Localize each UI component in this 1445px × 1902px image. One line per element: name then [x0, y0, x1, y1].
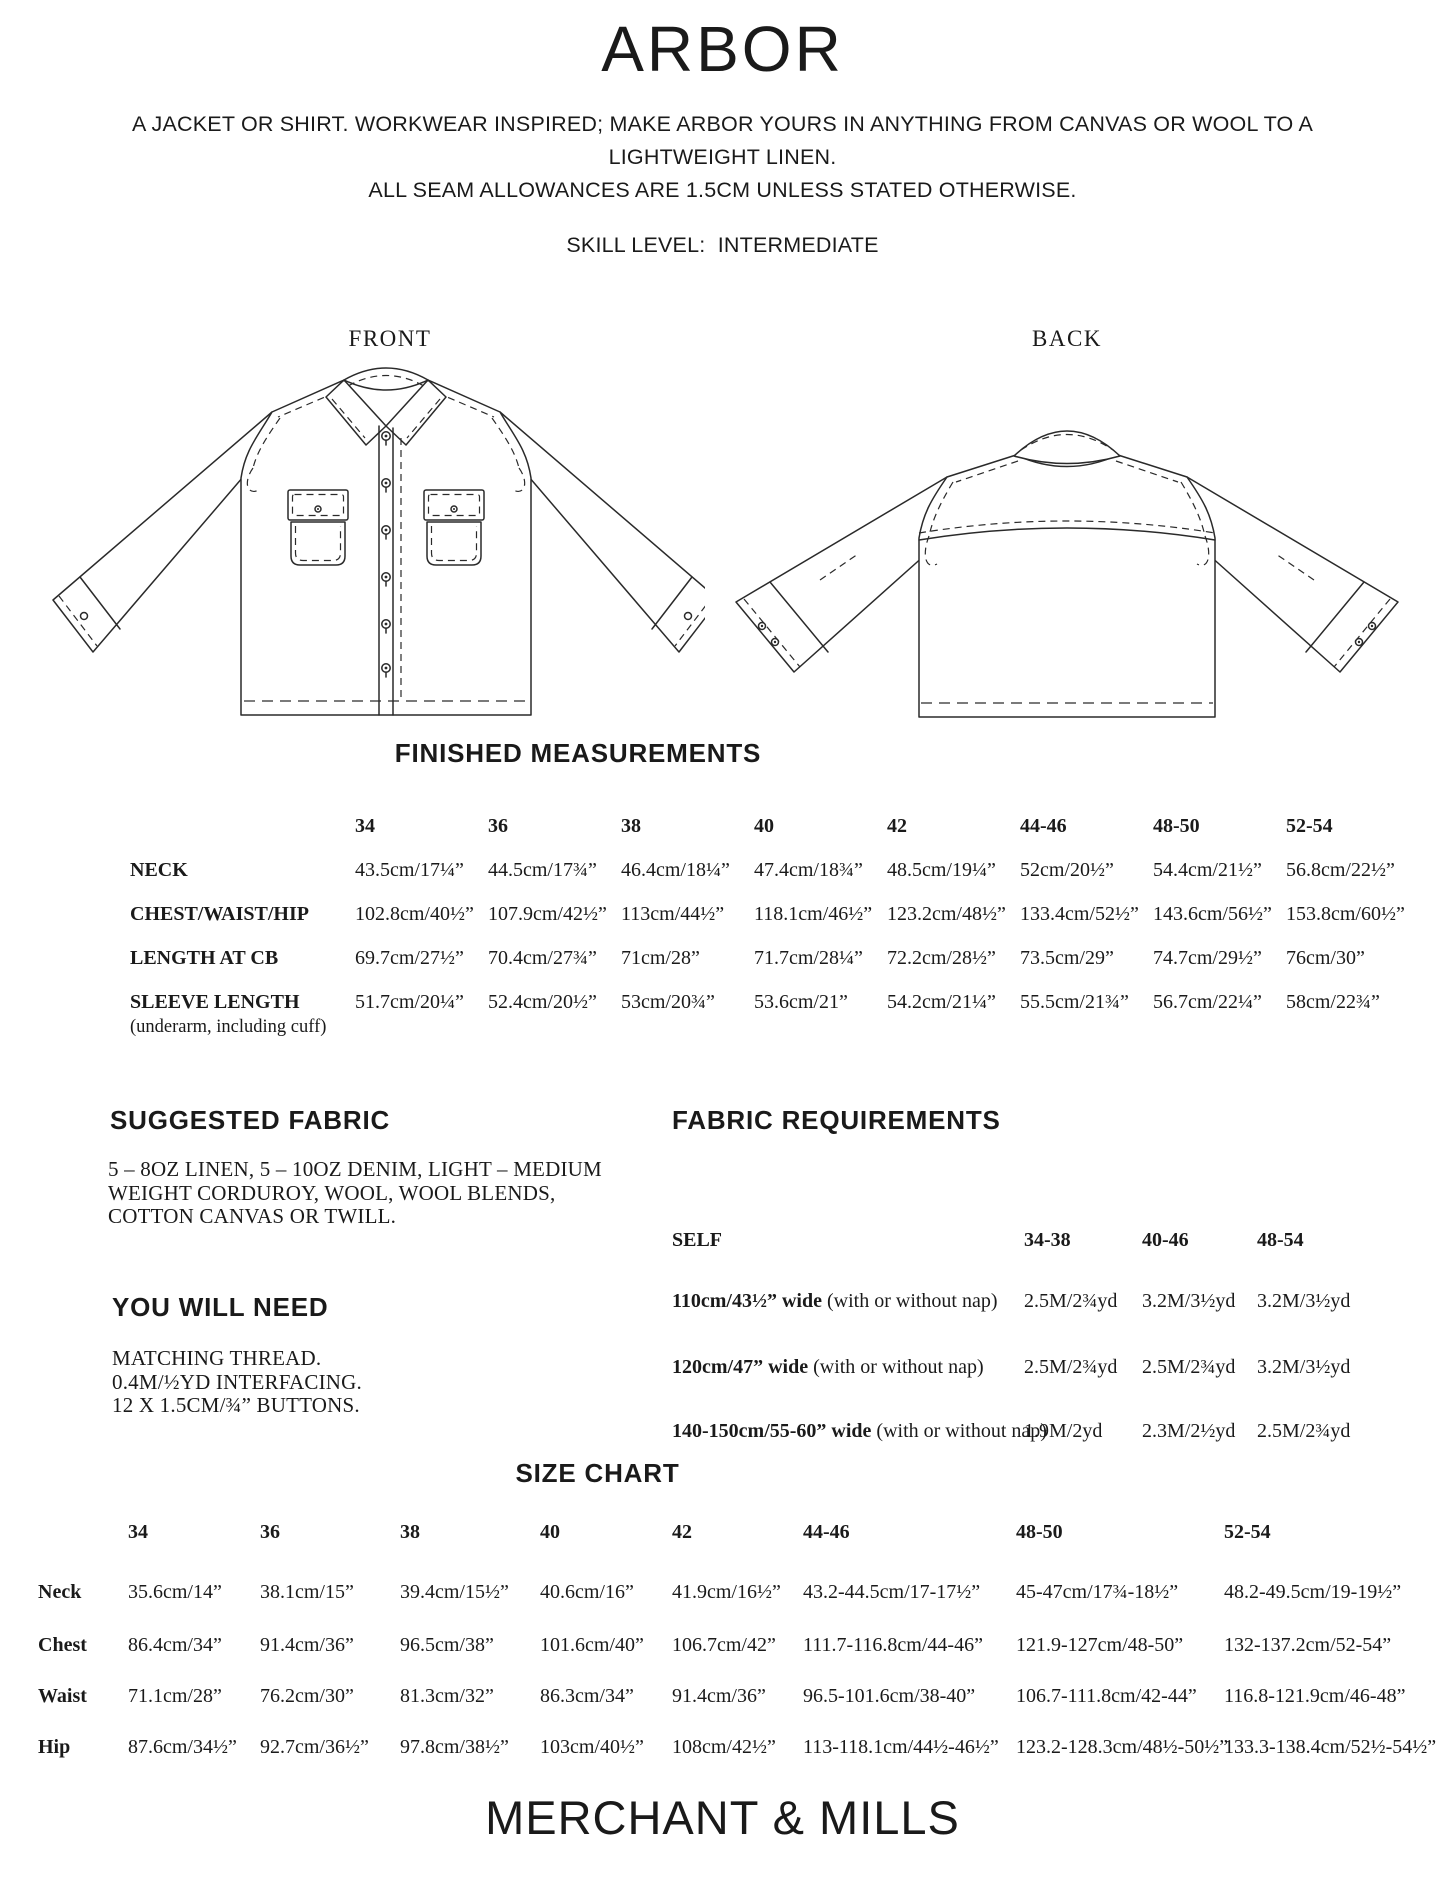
- fr-width-label: 120cm/47” wide: [672, 1356, 809, 1378]
- back-technical-drawing: [720, 330, 1420, 725]
- fabric-requirements-heading: FABRIC REQUIREMENTS: [672, 1105, 1001, 1135]
- table-row: [38, 1736, 1437, 1759]
- sc-size-col: 52-54: [1224, 1521, 1271, 1543]
- fm-cell: 52cm/20½”: [1020, 859, 1114, 881]
- sc-cell: 39.4cm/15½”: [400, 1581, 509, 1603]
- table-row: [130, 903, 1426, 926]
- sc-cell: 103cm/40½”: [540, 1736, 644, 1758]
- suggested-fabric-heading: SUGGESTED FABRIC: [110, 1105, 391, 1135]
- fr-cell: 2.5M/2¾yd: [1142, 1356, 1236, 1378]
- sc-cell: 45-47cm/17¾-18½”: [1016, 1581, 1179, 1603]
- sc-cell: 91.4cm/36”: [260, 1634, 354, 1656]
- sc-cell: 133.3-138.4cm/52½-54½”: [1224, 1736, 1437, 1758]
- fr-size-group: 40-46: [1142, 1229, 1189, 1251]
- back-left-sleeve: [736, 477, 947, 672]
- fm-cell: 76cm/30”: [1286, 947, 1365, 969]
- sc-cell: 48.2-49.5cm/19-19½”: [1224, 1581, 1402, 1603]
- fm-cell: 53cm/20¾”: [621, 991, 715, 1013]
- table-row: [672, 1356, 1382, 1379]
- fr-row-header: SELF: [672, 1229, 723, 1251]
- fr-nap-note: (with or without nap): [822, 1290, 998, 1312]
- fr-cell: 2.5M/2¾yd: [1024, 1356, 1118, 1378]
- fm-cell: 74.7cm/29½”: [1153, 947, 1262, 969]
- fm-cell: 54.2cm/21¼”: [887, 991, 996, 1013]
- intro-text: [0, 108, 1445, 207]
- you-will-need-list: [112, 1347, 362, 1418]
- sc-cell: 91.4cm/36”: [672, 1685, 766, 1707]
- fm-cell: 71cm/28”: [621, 947, 700, 969]
- page-title: ARBOR: [601, 13, 844, 85]
- fm-cell: 52.4cm/20½”: [488, 991, 597, 1013]
- finished-measurements-heading: FINISHED MEASUREMENTS: [394, 738, 762, 768]
- fabric-requirements-header-row: [672, 1229, 1382, 1252]
- fm-row-label: LENGTH AT CB: [130, 947, 279, 969]
- list-item: MATCHING THREAD.: [112, 1346, 322, 1370]
- sc-row-label: Neck: [38, 1581, 82, 1603]
- fm-row-label: [130, 991, 355, 1038]
- table-row: [672, 1420, 1382, 1443]
- fm-cell: 53.6cm/21”: [754, 991, 848, 1013]
- fr-nap-note: (with or without nap): [808, 1356, 984, 1378]
- intro-line-3: ALL SEAM ALLOWANCES ARE 1.5CM UNLESS STATED OTHERWISE.: [368, 178, 1077, 202]
- fm-cell: 58cm/22¾”: [1286, 991, 1380, 1013]
- fr-row-label: [672, 1290, 1024, 1313]
- sc-cell: 96.5cm/38”: [400, 1634, 494, 1656]
- sc-cell: 92.7cm/36½”: [260, 1736, 369, 1758]
- sc-size-col: 38: [400, 1521, 420, 1543]
- fr-row-label: [672, 1420, 1047, 1443]
- fm-cell: 118.1cm/46½”: [754, 903, 873, 925]
- sc-cell: 40.6cm/16”: [540, 1581, 634, 1603]
- front-left-pocket: [288, 490, 348, 565]
- sc-size-col: 40: [540, 1521, 560, 1543]
- sc-cell: 81.3cm/32”: [400, 1685, 494, 1707]
- sc-cell: 132-137.2cm/52-54”: [1224, 1634, 1392, 1656]
- table-row: [130, 859, 1426, 882]
- front-collar: [344, 368, 428, 380]
- fm-cell: 51.7cm/20¼”: [355, 991, 464, 1013]
- fm-cell: 44.5cm/17¾”: [488, 859, 597, 881]
- brand-logotype: MERCHANT & MILLS: [485, 1791, 960, 1844]
- fr-cell: 1.9M/2yd: [1024, 1420, 1103, 1442]
- fm-cell: 48.5cm/19¼”: [887, 859, 996, 881]
- sc-cell: 108cm/42½”: [672, 1736, 776, 1758]
- finished-measurements-header-row: [130, 815, 1426, 838]
- fr-cell: 3.2M/3½yd: [1142, 1290, 1236, 1312]
- you-will-need-heading: YOU WILL NEED: [112, 1292, 329, 1322]
- front-drawing-label: FRONT: [348, 326, 432, 351]
- table-row: [38, 1634, 1414, 1657]
- sc-cell: 116.8-121.9cm/46-48”: [1224, 1685, 1406, 1707]
- sc-size-col: 36: [260, 1521, 280, 1543]
- sc-cell: 38.1cm/15”: [260, 1581, 354, 1603]
- sc-cell: 43.2-44.5cm/17-17½”: [803, 1581, 981, 1603]
- fm-cell: 153.8cm/60½”: [1286, 903, 1405, 925]
- fm-cell: 70.4cm/27¾”: [488, 947, 597, 969]
- sc-cell: 35.6cm/14”: [128, 1581, 222, 1603]
- sc-cell: 101.6cm/40”: [540, 1634, 644, 1656]
- fm-size-col: 36: [488, 815, 508, 837]
- fr-row-label: [672, 1356, 1024, 1379]
- sc-cell: 87.6cm/34½”: [128, 1736, 237, 1758]
- fm-cell: 54.4cm/21½”: [1153, 859, 1262, 881]
- fm-row-label-note: (underarm, including cuff): [130, 1017, 327, 1037]
- sc-cell: 86.4cm/34”: [128, 1634, 222, 1656]
- size-chart-header-row: [38, 1521, 1414, 1544]
- fm-row-label: NECK: [130, 859, 188, 881]
- table-row: [130, 947, 1426, 970]
- suggested-fabric-text: 5 – 8OZ LINEN, 5 – 10OZ DENIM, LIGHT – MEDIUM WEIGHT CORDUROY, WOOL, WOOL BLENDS, COTTON CANVAS OR TWILL.: [108, 1157, 602, 1228]
- fm-cell: 56.7cm/22¼”: [1153, 991, 1262, 1013]
- fm-size-col: 38: [621, 815, 641, 837]
- back-collar: [1014, 431, 1120, 464]
- fr-cell: 2.5M/2¾yd: [1024, 1290, 1118, 1312]
- fr-width-label: 110cm/43½” wide: [672, 1290, 822, 1312]
- table-row: [672, 1290, 1382, 1313]
- fm-cell: 73.5cm/29”: [1020, 947, 1114, 969]
- fm-size-col: 34: [355, 815, 375, 837]
- back-right-sleeve: [1187, 477, 1398, 672]
- sc-cell: 76.2cm/30”: [260, 1685, 354, 1707]
- sc-row-label: Chest: [38, 1634, 87, 1656]
- sc-cell: 41.9cm/16½”: [672, 1581, 781, 1603]
- fm-cell: 113cm/44½”: [621, 903, 725, 925]
- sc-cell: 121.9-127cm/48-50”: [1016, 1634, 1184, 1656]
- fr-width-label: 140-150cm/55-60” wide: [672, 1420, 872, 1442]
- sc-row-label: Hip: [38, 1736, 71, 1758]
- fm-cell: 143.6cm/56½”: [1153, 903, 1272, 925]
- fm-row-label: CHEST/WAIST/HIP: [130, 903, 309, 925]
- fr-size-group: 48-54: [1257, 1229, 1304, 1251]
- sc-cell: 86.3cm/34”: [540, 1685, 634, 1707]
- front-right-pocket: [424, 490, 484, 565]
- fm-cell: 133.4cm/52½”: [1020, 903, 1139, 925]
- fm-cell: 55.5cm/21¾”: [1020, 991, 1129, 1013]
- sc-size-col: 42: [672, 1521, 692, 1543]
- fm-size-col: 42: [887, 815, 907, 837]
- fm-size-col: 48-50: [1153, 815, 1200, 837]
- fm-cell: 56.8cm/22½”: [1286, 859, 1395, 881]
- front-technical-drawing: [35, 352, 705, 722]
- fm-size-col: 52-54: [1286, 815, 1333, 837]
- sc-row-label: Waist: [38, 1685, 87, 1707]
- fr-nap-note: (with or without nap): [871, 1420, 1047, 1442]
- fm-cell: 107.9cm/42½”: [488, 903, 607, 925]
- fm-cell: 69.7cm/27½”: [355, 947, 464, 969]
- fr-size-group: 34-38: [1024, 1229, 1071, 1251]
- sc-cell: 111.7-116.8cm/44-46”: [803, 1634, 983, 1656]
- fm-cell: 47.4cm/18¾”: [754, 859, 863, 881]
- front-left-sleeve: [53, 412, 272, 652]
- fm-cell: 102.8cm/40½”: [355, 903, 474, 925]
- list-item: 0.4M/½YD INTERFACING.: [112, 1369, 362, 1394]
- sc-cell: 106.7cm/42”: [672, 1634, 776, 1656]
- fm-size-col: 44-46: [1020, 815, 1067, 837]
- sc-cell: 71.1cm/28”: [128, 1685, 222, 1707]
- table-row: [38, 1685, 1414, 1708]
- table-row: [38, 1581, 1414, 1604]
- sc-cell: 96.5-101.6cm/38-40”: [803, 1685, 976, 1707]
- fm-cell: 46.4cm/18¼”: [621, 859, 730, 881]
- intro-line-2: LIGHTWEIGHT LINEN.: [608, 145, 837, 169]
- sc-size-col: 44-46: [803, 1521, 850, 1543]
- fm-row-label-text: SLEEVE LENGTH: [130, 991, 300, 1013]
- fm-cell: 123.2cm/48½”: [887, 903, 1006, 925]
- sc-size-col: 48-50: [1016, 1521, 1063, 1543]
- fr-cell: 2.3M/2½yd: [1142, 1420, 1236, 1442]
- size-chart-heading: SIZE CHART: [515, 1458, 680, 1488]
- fr-cell: 2.5M/2¾yd: [1257, 1420, 1351, 1442]
- fr-cell: 3.2M/3½yd: [1257, 1290, 1351, 1312]
- fm-cell: 43.5cm/17¼”: [355, 859, 464, 881]
- fm-cell: 72.2cm/28½”: [887, 947, 996, 969]
- sc-cell: 106.7-111.8cm/42-44”: [1016, 1685, 1197, 1707]
- sc-size-col: 34: [128, 1521, 148, 1543]
- sc-cell: 97.8cm/38½”: [400, 1736, 509, 1758]
- sc-cell: 113-118.1cm/44½-46½”: [803, 1736, 999, 1758]
- back-body: [919, 455, 1215, 717]
- skill-level: SKILL LEVEL: INTERMEDIATE: [566, 233, 879, 257]
- intro-line-1: A JACKET OR SHIRT. WORKWEAR INSPIRED; MAKE ARBOR YOURS IN ANYTHING FROM CANVAS OR WOOL TO A: [132, 112, 1313, 136]
- fm-size-col: 40: [754, 815, 774, 837]
- fr-cell: 3.2M/3½yd: [1257, 1356, 1351, 1378]
- fm-cell: 71.7cm/28¼”: [754, 947, 863, 969]
- table-row: [130, 991, 1426, 1038]
- back-drawing-label: BACK: [1032, 326, 1102, 351]
- list-item: 12 X 1.5CM/¾” BUTTONS.: [112, 1393, 360, 1417]
- sc-cell: 123.2-128.3cm/48½-50½”: [1016, 1736, 1229, 1758]
